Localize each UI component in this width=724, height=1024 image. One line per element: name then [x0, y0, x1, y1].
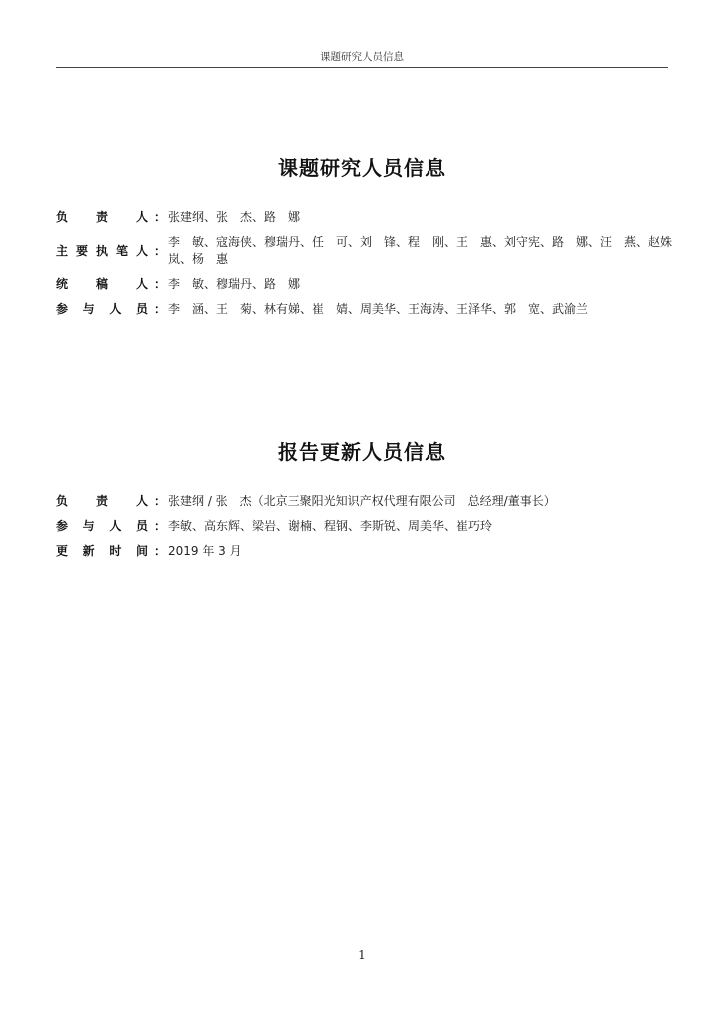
row-label: 负责人 [56, 210, 148, 224]
section-title-research-staff: 课题研究人员信息 [278, 156, 446, 180]
row-colon: ： [154, 544, 167, 558]
research-staff-table [56, 205, 672, 322]
row-value: 李 涵、王 菊、林有娣、崔 婧、周美华、王海涛、王泽华、郭 宽、武渝兰 [168, 302, 589, 316]
row-colon: ： [154, 277, 167, 291]
info-row-leader [56, 205, 672, 230]
info-row-leader [56, 489, 672, 514]
row-label: 主要执笔人 [56, 243, 148, 258]
row-colon: ： [154, 519, 167, 533]
row-value: 李敏、高东辉、梁岩、谢楠、程钢、李斯锐、周美华、崔巧玲 [168, 519, 493, 533]
running-header [56, 48, 668, 68]
row-value: 张建纲、张 杰、路 娜 [168, 210, 301, 224]
row-label: 参与人员 [56, 302, 148, 316]
row-value: 2019 年 3 月 [168, 544, 242, 558]
row-colon: ： [154, 494, 167, 508]
info-row-participants [56, 297, 672, 322]
row-value: 张建纲 / 张 杰（北京三聚阳光知识产权代理有限公司 总经理/董事长） [168, 494, 556, 508]
info-row-participants [56, 514, 672, 539]
row-value: 李 敏、寇海侠、穆瑞丹、任 可、刘 锋、程 刚、王 惠、刘守宪、路 娜、汪 燕、赵姝岚、杨 惠 [168, 235, 673, 266]
page-number: 1 [358, 948, 366, 962]
row-label: 更新时间 [56, 544, 148, 558]
info-row-editor [56, 272, 672, 297]
row-colon: ： [154, 243, 167, 258]
update-staff-table [56, 489, 672, 564]
running-header-title: 课题研究人员信息 [320, 51, 404, 63]
row-label: 统稿人 [56, 277, 148, 291]
row-colon: ： [154, 210, 167, 224]
row-colon: ： [154, 302, 167, 316]
info-row-update-time [56, 539, 672, 564]
row-label: 参与人员 [56, 519, 148, 533]
info-row-main-authors [56, 230, 672, 272]
row-value: 李 敏、穆瑞丹、路 娜 [168, 277, 301, 291]
row-label: 负责人 [56, 494, 148, 508]
section-title-update-staff: 报告更新人员信息 [278, 440, 446, 464]
